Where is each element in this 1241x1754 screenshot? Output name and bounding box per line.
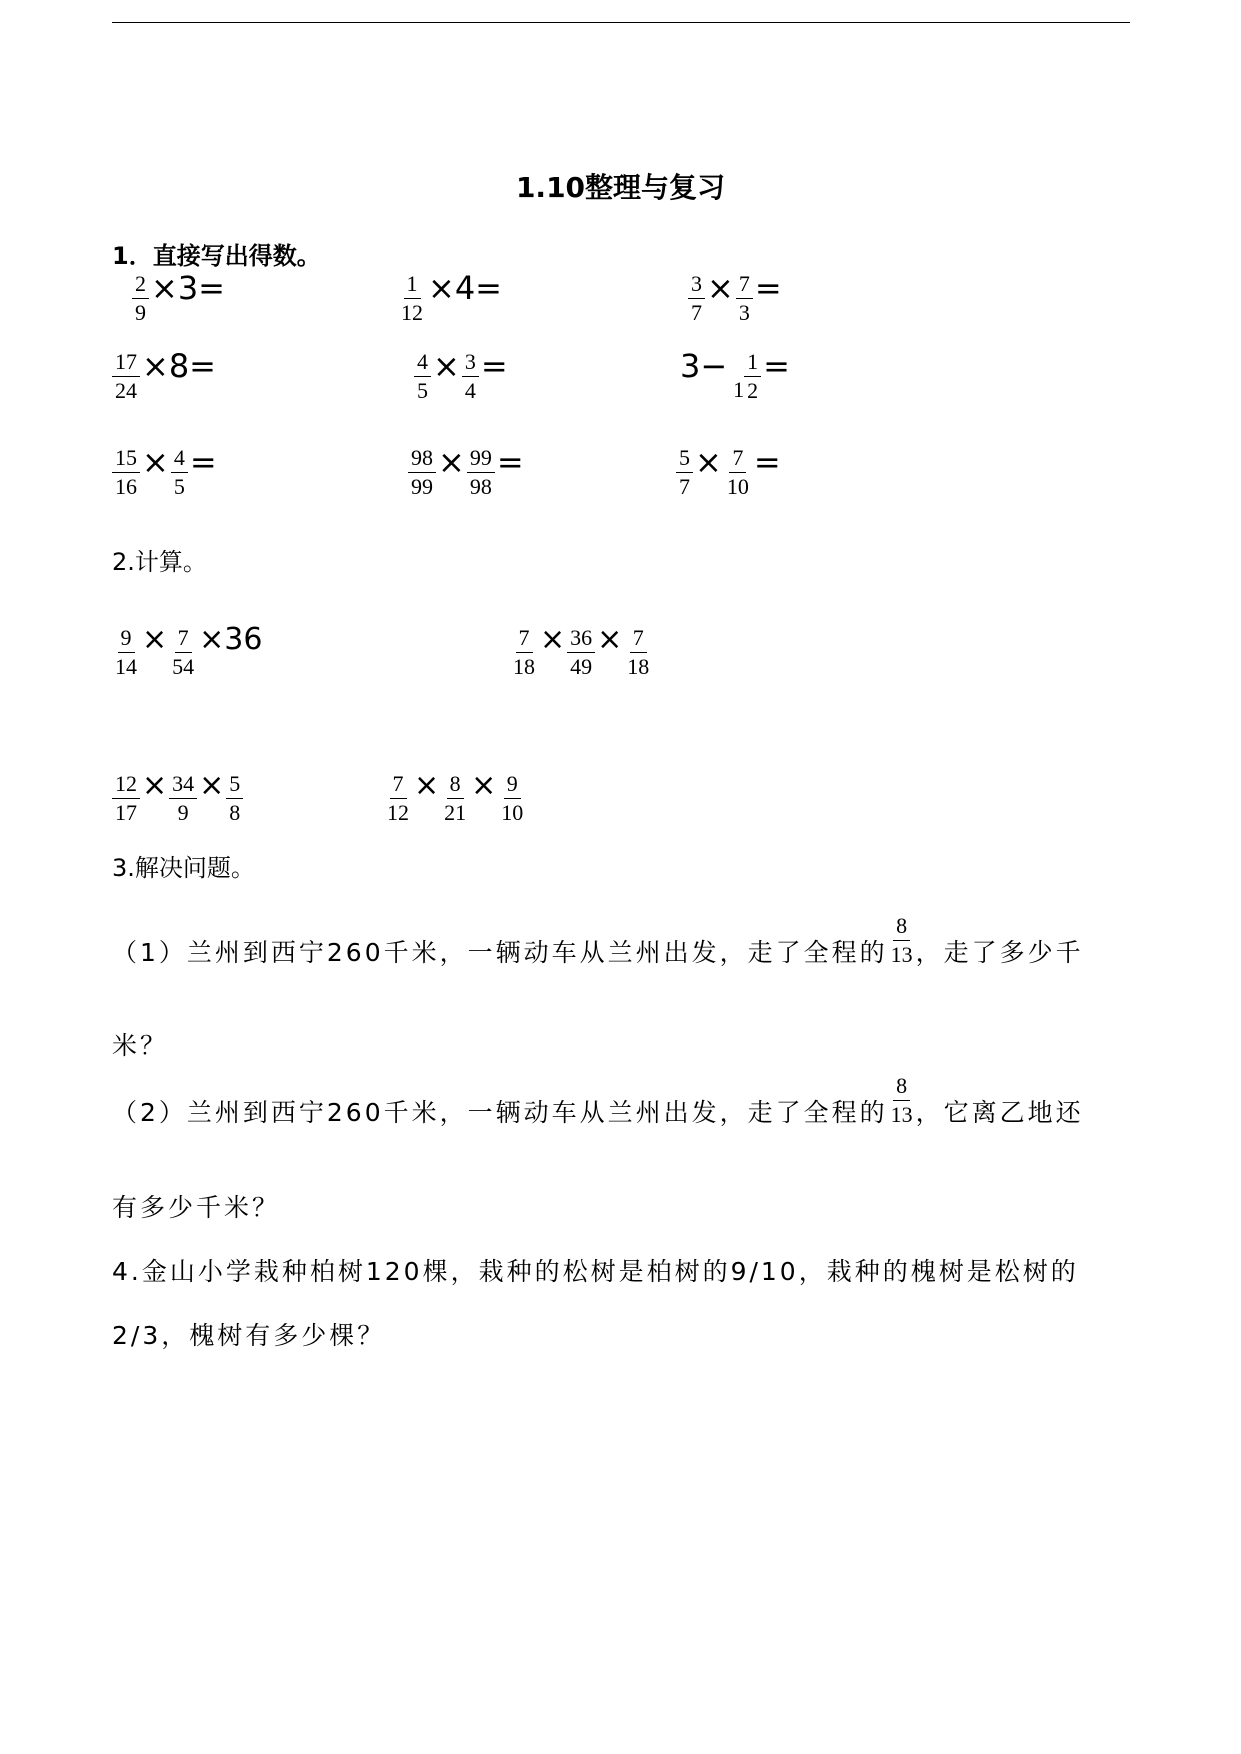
s1-r2-c1 — [112, 348, 218, 405]
operator-text: × — [142, 767, 168, 803]
q1-text-after: ，走了多少千 — [915, 938, 1084, 967]
section3-heading: 3.解决问题。 — [112, 854, 255, 882]
fraction: $\frac{4}{5}$ — [171, 444, 188, 501]
s1-r3-c3 — [676, 444, 783, 501]
operator-text: ×3= — [151, 268, 225, 307]
operator-text: = — [754, 268, 782, 307]
fraction: $\frac{34}{9}$ — [169, 770, 197, 827]
fraction: $\frac{5}{8}$ — [226, 770, 243, 827]
operator-text: × — [597, 621, 623, 657]
fraction: $\frac{99}{98}$ — [467, 444, 495, 501]
operator-text: = — [763, 346, 790, 385]
s1-r3-c1 — [112, 444, 219, 501]
fraction: $\frac{36}{49}$ — [567, 624, 595, 681]
operator-text: ×4= — [428, 268, 502, 307]
header-rule — [112, 22, 1130, 23]
fraction: $\frac{9}{10}$ — [501, 771, 524, 825]
question-3-1-cont: 米？ — [112, 1031, 169, 1060]
fraction: $\frac{5}{7}$ — [676, 444, 693, 501]
question-4-line1: 4.金山小学栽种柏树120棵，栽种的松树是柏树的9/10，栽种的槐树是松树的 — [112, 1257, 1079, 1286]
s1-r1-c3 — [688, 270, 784, 327]
operator-text: × — [433, 346, 460, 385]
operator-text: ×36 — [199, 621, 263, 657]
fraction: $\frac{17}{24}$ — [112, 348, 140, 405]
question-3-2 — [112, 1072, 1084, 1129]
operator-text: = — [496, 442, 524, 481]
operator-text: × — [414, 767, 440, 803]
question-4-line2: 2/3，槐树有多少棵？ — [112, 1321, 386, 1350]
fraction: $\frac{7}{18}$ — [627, 625, 650, 679]
fraction: $\frac{12}{17}$ — [112, 770, 140, 827]
s1-r1-c2 — [398, 270, 504, 327]
s1-r2-c3 — [678, 348, 792, 405]
operator-text: × — [142, 621, 168, 657]
section1-heading: 1．直接写出得数。 — [112, 242, 321, 270]
q2-text-before: （2）兰州到西宁260千米，一辆动车从兰州出发，走了全程的 — [112, 1098, 888, 1127]
fraction: $\frac{7}{54}$ — [172, 625, 195, 679]
operator-text: 3− — [680, 346, 728, 385]
operator-text: × — [142, 442, 169, 481]
fraction: $\frac{3}{4}$ — [462, 348, 479, 405]
fraction: $\frac{2}{9}$ — [132, 270, 149, 327]
operator-text: = — [753, 442, 781, 481]
operator-text: × — [540, 621, 566, 657]
operator-text: × — [438, 442, 465, 481]
section2-heading: 2.计算。 — [112, 548, 207, 576]
s2-r1-c2 — [510, 621, 652, 681]
fraction: $\frac{7}{10}$ — [726, 445, 749, 499]
fraction: $\frac{7}{12}$ — [387, 771, 409, 825]
operator-text: × — [471, 767, 497, 803]
operator-text: × — [199, 767, 225, 803]
fraction: $\frac{9}{14}$ — [115, 625, 137, 679]
operator-text: = — [480, 346, 508, 385]
page-title: 1.10整理与复习 — [515, 171, 726, 204]
s2-r2-c2 — [384, 767, 526, 827]
fraction: $\frac{1}{12}$ — [401, 271, 423, 325]
question-3-2-cont: 有多少千米？ — [112, 1193, 281, 1222]
fraction: $\frac{4}{5}$ — [414, 348, 431, 405]
fraction: $\frac{1}{2}$ — [744, 348, 761, 405]
s1-r1-c1 — [132, 270, 227, 327]
fraction: $\frac{15}{16}$ — [112, 444, 140, 501]
fraction: $\frac{8}{21}$ — [444, 771, 467, 825]
operator-text: × — [707, 268, 734, 307]
fraction: $\frac{7}{3}$ — [736, 270, 753, 327]
s1-r3-c2 — [408, 444, 526, 501]
s2-r2-c1 — [112, 767, 243, 827]
s1-r2-c2 — [414, 348, 510, 405]
q1-fraction: $\frac{8}{13}$ — [890, 913, 913, 967]
q2-fraction: $\frac{8}{13}$ — [890, 1073, 913, 1127]
operator-text: ×8= — [142, 346, 216, 385]
fraction: $\frac{3}{7}$ — [688, 270, 705, 327]
s2-r1-c1 — [112, 621, 264, 681]
q1-text-before: （1）兰州到西宁260千米，一辆动车从兰州出发，走了全程的 — [112, 938, 888, 967]
mixed-whole: 1 — [733, 376, 745, 402]
fraction: $\frac{7}{18}$ — [513, 625, 535, 679]
question-3-1 — [112, 912, 1084, 969]
fraction: $\frac{98}{99}$ — [408, 444, 436, 501]
operator-text: × — [695, 442, 722, 481]
operator-text: = — [189, 442, 217, 481]
q2-text-after: ，它离乙地还 — [915, 1098, 1084, 1127]
